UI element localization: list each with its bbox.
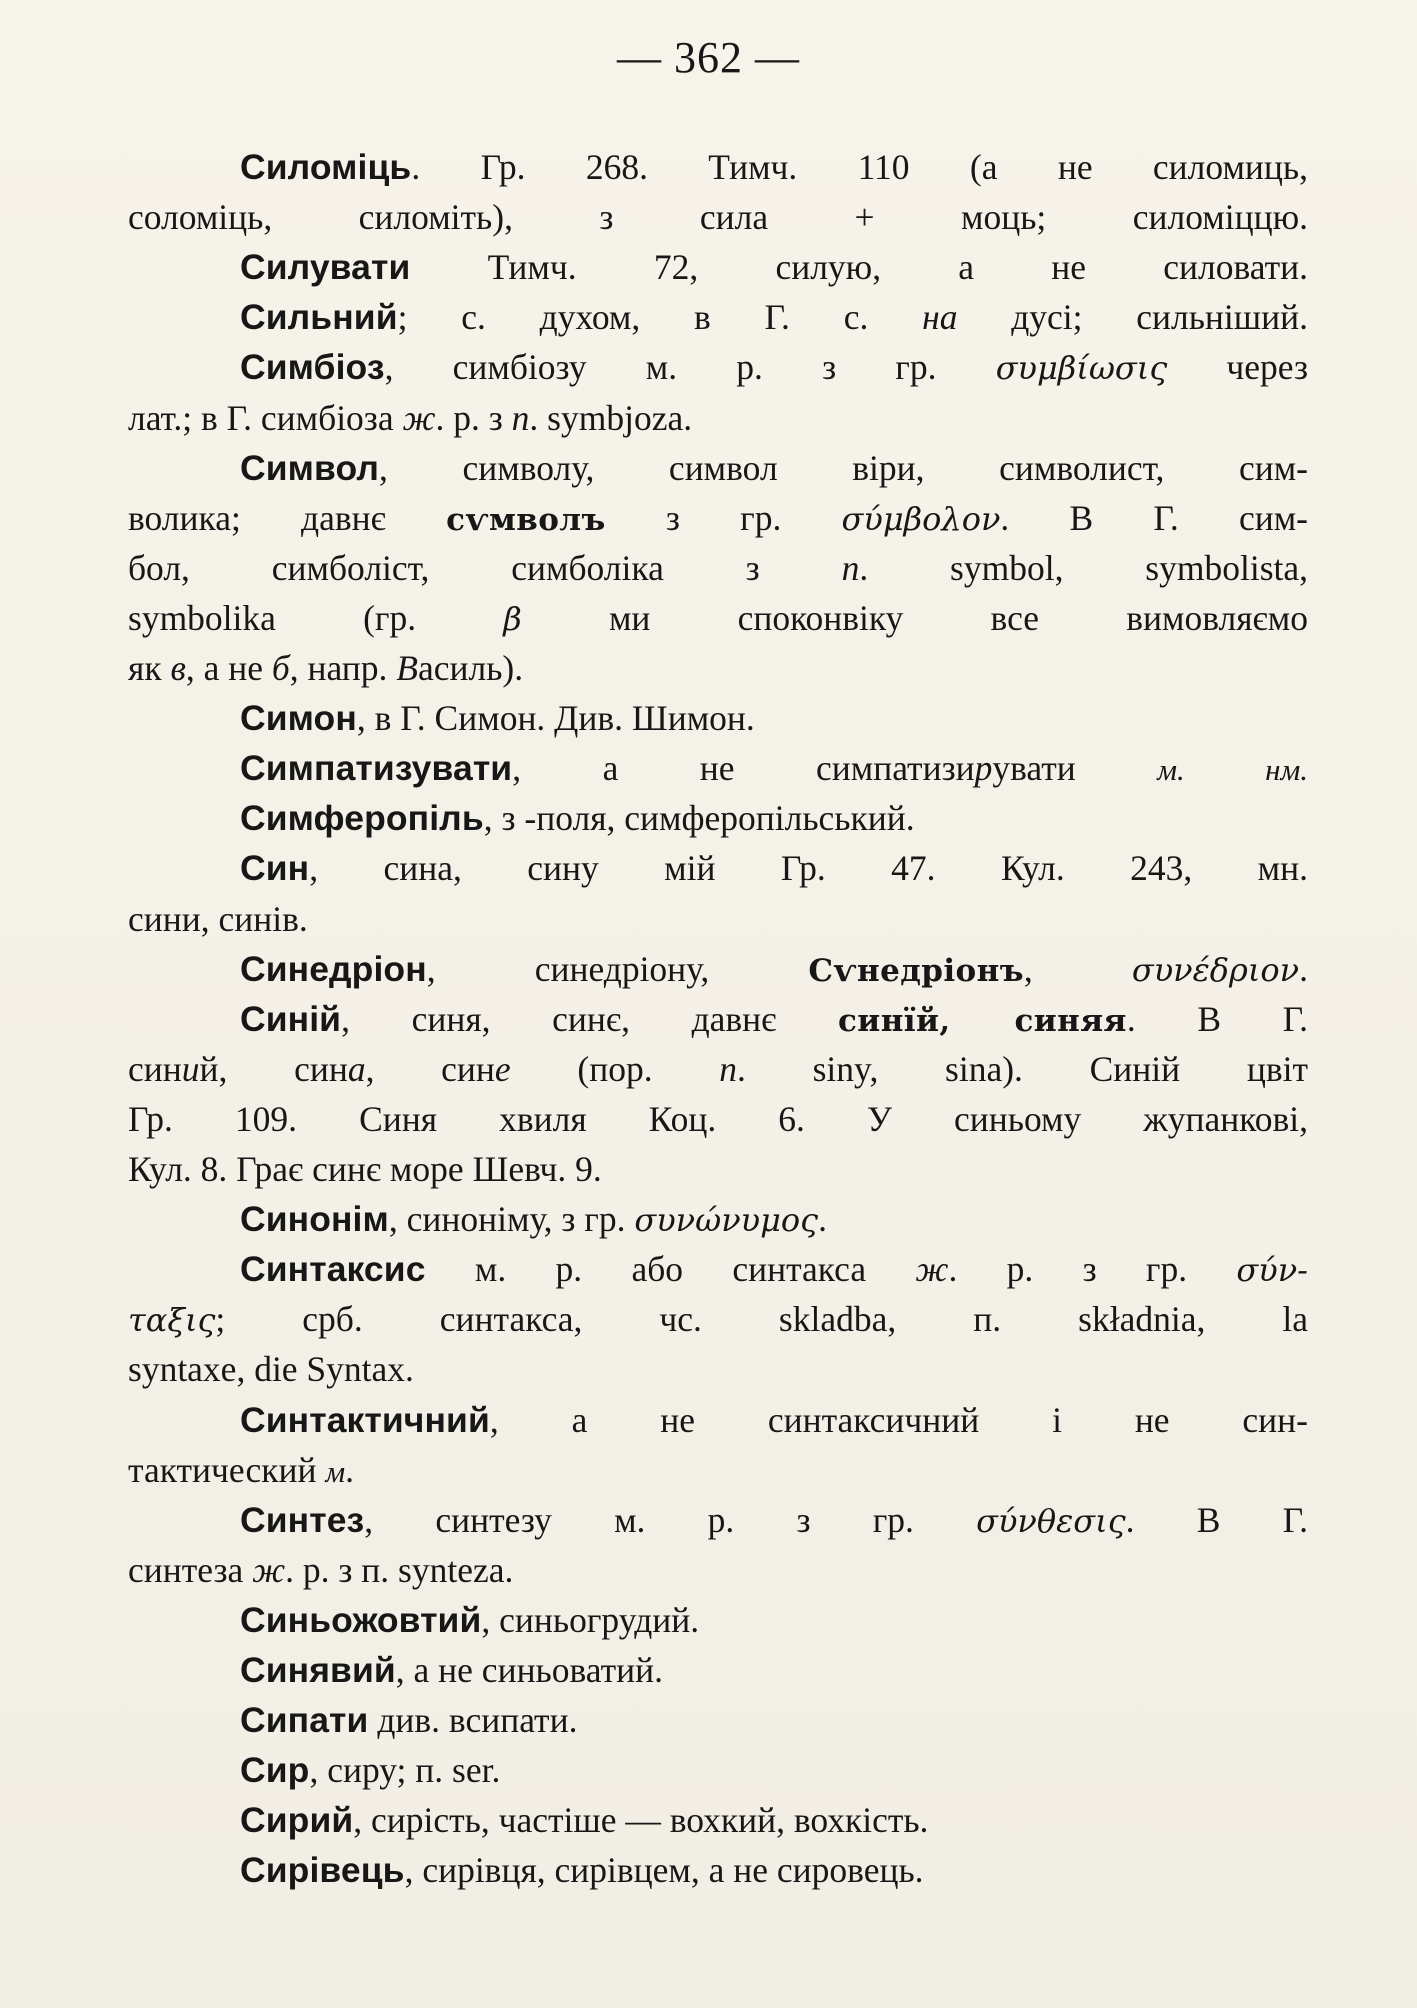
text-run: сини, синів. xyxy=(128,898,308,939)
text-run: . xyxy=(345,1449,355,1490)
text-run: соломіць, силоміть), з сила + моць; силоміццю. xyxy=(128,197,1308,238)
entry-headword: Синявий xyxy=(240,1650,396,1690)
entry-headword: Силувати xyxy=(240,247,411,288)
entry-headword: Сирий xyxy=(240,1800,354,1841)
dictionary-entry-line xyxy=(240,1745,500,1795)
dictionary-entry-line xyxy=(240,1695,577,1745)
entry-headword: Синьожовтий xyxy=(240,1599,482,1640)
line-text xyxy=(128,192,1308,242)
line-text xyxy=(240,743,1308,795)
line-text xyxy=(240,944,1308,996)
text-run: , в Г. Симон. Див. Шимон. xyxy=(356,698,755,739)
text-run: й, син xyxy=(199,1048,348,1089)
text-run: . В Г. сим- xyxy=(1000,497,1308,538)
church-slavonic-word: сѵмволъ xyxy=(446,501,606,538)
greek-word: β xyxy=(503,599,522,638)
dictionary-continuation-line xyxy=(128,1044,1308,1094)
entry-headword: Символ xyxy=(240,447,380,488)
italic-text: е xyxy=(494,1048,511,1089)
text-run: . р. з п. synteza. xyxy=(285,1549,514,1590)
entry-headword: Силоміць xyxy=(240,147,412,187)
dictionary-continuation-line xyxy=(128,593,1308,643)
text-run: , а не xyxy=(185,648,272,688)
text-run: Гр. 109. Синя хвиля Коц. 6. У синьому жупанкові, xyxy=(128,1098,1308,1139)
italic-text: ж xyxy=(252,1549,286,1590)
greek-word: συμβίωσις xyxy=(995,349,1168,388)
dictionary-entry-line xyxy=(240,1645,663,1695)
line-text xyxy=(240,1495,1308,1546)
text-run: (пор. xyxy=(510,1048,720,1089)
line-text xyxy=(240,1244,1308,1295)
text-run: , символу, символ віри, символист, сим- xyxy=(379,447,1308,488)
dictionary-entry-line xyxy=(240,1194,827,1244)
text-run: . xyxy=(818,1199,827,1240)
text-run: , з -поля, симферопільський. xyxy=(483,798,915,839)
italic-text: п xyxy=(511,397,530,438)
text-run: , сирість, частіше — вохкий, вохкість. xyxy=(353,1800,929,1841)
line-text xyxy=(128,593,1308,644)
line-text xyxy=(128,1450,354,1490)
text-run: , сина, сину мій Гр. 47. Кул. 243, мн. xyxy=(309,848,1308,889)
text-run: , сиру; п. ser. xyxy=(309,1750,501,1791)
text-run: . siny, sina). Синій цвіт xyxy=(737,1048,1308,1089)
dictionary-entry-line xyxy=(240,1795,928,1845)
line-text xyxy=(128,1294,1308,1345)
text-run: . р. з гр. xyxy=(948,1249,1237,1290)
text-run: . Гр. 268. Тимч. 110 (а не силомиць, xyxy=(411,147,1308,187)
text-run: , синтезу м. р. з гр. xyxy=(364,1499,977,1540)
entry-headword: Сильний xyxy=(240,297,398,338)
line-text xyxy=(128,1149,602,1189)
greek-word: ταξις xyxy=(128,1301,216,1340)
text-run: як xyxy=(128,648,171,688)
text-run: . xyxy=(1299,948,1308,989)
italic-text: м. нм. xyxy=(1157,752,1308,788)
italic-text: ж xyxy=(915,1249,949,1290)
line-text xyxy=(240,342,1308,393)
entry-headword: Синтез xyxy=(240,1499,365,1540)
line-text xyxy=(240,798,915,838)
text-run: , симбіозу м. р. з гр. xyxy=(384,347,996,388)
text-run: ; с. духом, в Г. с. xyxy=(397,297,923,338)
dictionary-entry-line xyxy=(240,443,1308,493)
text-run: ми споконвіку все вимовляємо xyxy=(521,597,1308,638)
line-text xyxy=(240,1850,924,1890)
entry-headword: Синтаксис xyxy=(240,1249,426,1290)
dictionary-entry-line xyxy=(240,743,1308,793)
greek-word: σύν- xyxy=(1236,1251,1308,1290)
dictionary-entry-line xyxy=(240,342,1308,392)
entry-headword: Сипати xyxy=(240,1700,369,1741)
text-run: Тимч. 72, силую, а не силовати. xyxy=(410,247,1308,288)
italic-text: п xyxy=(841,547,860,588)
line-text xyxy=(128,1550,513,1590)
line-text xyxy=(240,1199,827,1239)
text-run: , син xyxy=(365,1048,495,1089)
dictionary-entry-line xyxy=(240,1244,1308,1294)
italic-text: в xyxy=(170,648,186,688)
line-text xyxy=(240,994,1308,1046)
italic-text: р xyxy=(974,748,993,789)
text-run: , синедріону, xyxy=(426,948,809,989)
entry-headword: Симон xyxy=(240,698,357,739)
line-text xyxy=(240,443,1308,493)
greek-word: συνέδριον xyxy=(1131,950,1300,989)
text-run: синтеза xyxy=(128,1549,253,1590)
italic-text: В xyxy=(396,648,418,688)
text-run: дусі; сильніший. xyxy=(957,297,1308,338)
line-text xyxy=(240,698,755,738)
dictionary-continuation-line xyxy=(128,1144,602,1194)
church-slavonic-word: Сѵнедріонъ xyxy=(808,952,1024,989)
text-run: бол, симболіст, симболіка з xyxy=(128,547,842,588)
dictionary-continuation-line xyxy=(128,192,1308,242)
dictionary-continuation-line xyxy=(128,1545,513,1595)
line-text xyxy=(240,1750,500,1790)
greek-word: σύνθεσις xyxy=(976,1501,1126,1540)
dictionary-entry-line xyxy=(240,994,1308,1044)
dictionary-entry-line xyxy=(240,242,1308,292)
line-text xyxy=(240,1395,1308,1445)
text-run: див. всипати. xyxy=(368,1700,578,1741)
church-slavonic-word: синїй, синяя xyxy=(838,1002,1127,1039)
line-text xyxy=(240,292,1308,342)
line-text xyxy=(240,142,1308,192)
dictionary-entry-line xyxy=(240,693,755,743)
entry-headword: Симпатизувати xyxy=(240,748,513,789)
text-run: , xyxy=(1023,948,1132,989)
text-run: асиль). xyxy=(417,648,524,688)
dictionary-continuation-line xyxy=(128,643,523,693)
text-run: , синьогрудий. xyxy=(481,1599,700,1640)
text-run: тактический xyxy=(128,1449,326,1490)
dictionary-entry-line xyxy=(240,843,1308,893)
line-text xyxy=(128,1094,1308,1144)
text-run: syntaxe, die Syntax. xyxy=(128,1349,414,1390)
line-text xyxy=(128,648,523,688)
text-run: , синя, синє, давнє xyxy=(341,998,839,1039)
dictionary-continuation-line xyxy=(128,493,1308,543)
page-number: — 362 — xyxy=(617,33,800,82)
line-text xyxy=(128,493,1308,545)
text-run: , а не синьоватий. xyxy=(395,1650,664,1690)
dictionary-entry-line xyxy=(240,1845,924,1895)
text-run: з гр. xyxy=(605,497,842,538)
text-run: волика; давнє xyxy=(128,497,447,538)
italic-text: а xyxy=(347,1048,366,1089)
entry-headword: Синтактичний xyxy=(240,1399,490,1440)
dictionary-entry-line xyxy=(240,944,1308,994)
dictionary-continuation-line xyxy=(128,1344,414,1394)
dictionary-continuation-line xyxy=(128,1294,1308,1344)
dictionary-entry-line xyxy=(240,793,915,843)
dictionary-entry-line xyxy=(240,1395,1308,1445)
entry-headword: Син xyxy=(240,848,310,889)
text-run: . р. з xyxy=(435,397,512,438)
greek-word: σύμβολον xyxy=(841,499,1001,538)
text-run: , сирівця, сирівцем, а не сировець. xyxy=(404,1850,924,1891)
text-run: Кул. 8. Грає синє море Шевч. 9. xyxy=(128,1149,602,1189)
line-text xyxy=(240,1800,928,1840)
dictionary-entry-line xyxy=(240,1595,699,1645)
text-run: . symbol, symbolista, xyxy=(859,547,1309,588)
line-text xyxy=(240,1650,663,1690)
line-text xyxy=(128,1349,414,1389)
entry-headword: Синій xyxy=(240,998,342,1039)
italic-text: ж xyxy=(402,397,436,438)
line-text xyxy=(240,1600,699,1640)
text-run: , а не синтаксичний і не син- xyxy=(489,1399,1308,1440)
text-run: . symbjoza. xyxy=(529,397,693,438)
text-run: , а не симпатизи xyxy=(512,748,975,789)
line-text xyxy=(240,843,1308,893)
text-run: symbolika (гр. xyxy=(128,597,504,638)
italic-text: м xyxy=(325,1453,346,1489)
entry-headword: Симбіоз xyxy=(240,347,385,388)
italic-text: и xyxy=(181,1048,200,1089)
line-text xyxy=(240,1700,577,1740)
line-text xyxy=(128,899,308,939)
line-text xyxy=(128,543,1308,593)
dictionary-continuation-line xyxy=(128,543,1308,593)
text-run: увати xyxy=(992,748,1158,789)
line-text xyxy=(128,398,692,438)
dictionary-entry-line xyxy=(240,292,1308,342)
dictionary-continuation-line xyxy=(128,1094,1308,1144)
text-run: син xyxy=(128,1048,182,1089)
text-run: . В Г. xyxy=(1125,1499,1308,1540)
entry-headword: Синедріон xyxy=(240,948,427,989)
italic-text: б xyxy=(271,648,290,688)
line-text xyxy=(240,242,1308,292)
dictionary-entry-line xyxy=(240,142,1308,192)
dictionary-entry-line xyxy=(240,1495,1308,1545)
dictionary-continuation-line xyxy=(128,894,308,944)
text-run: через xyxy=(1167,347,1308,388)
entry-headword: Сирівець xyxy=(240,1850,405,1891)
entry-headword: Сир xyxy=(240,1750,310,1791)
line-text xyxy=(128,1044,1308,1094)
dictionary-continuation-line xyxy=(128,393,692,443)
italic-text: п xyxy=(719,1048,738,1089)
dictionary-continuation-line xyxy=(128,1445,354,1495)
entry-headword: Синонім xyxy=(240,1199,389,1240)
text-run: . В Г. xyxy=(1126,998,1309,1039)
greek-word: συνώνυμος xyxy=(634,1201,819,1240)
entry-headword: Симферопіль xyxy=(240,798,484,839)
text-run: м. р. або синтакса xyxy=(425,1249,916,1290)
italic-text: на xyxy=(922,297,958,338)
text-run: ; срб. синтакса, чс. skladba, п. składnia, la xyxy=(215,1299,1308,1340)
text-run: , напр. xyxy=(289,648,397,688)
text-run: лат.; в Г. симбіоза xyxy=(128,397,403,438)
text-run: , синоніму, з гр. xyxy=(388,1199,635,1240)
